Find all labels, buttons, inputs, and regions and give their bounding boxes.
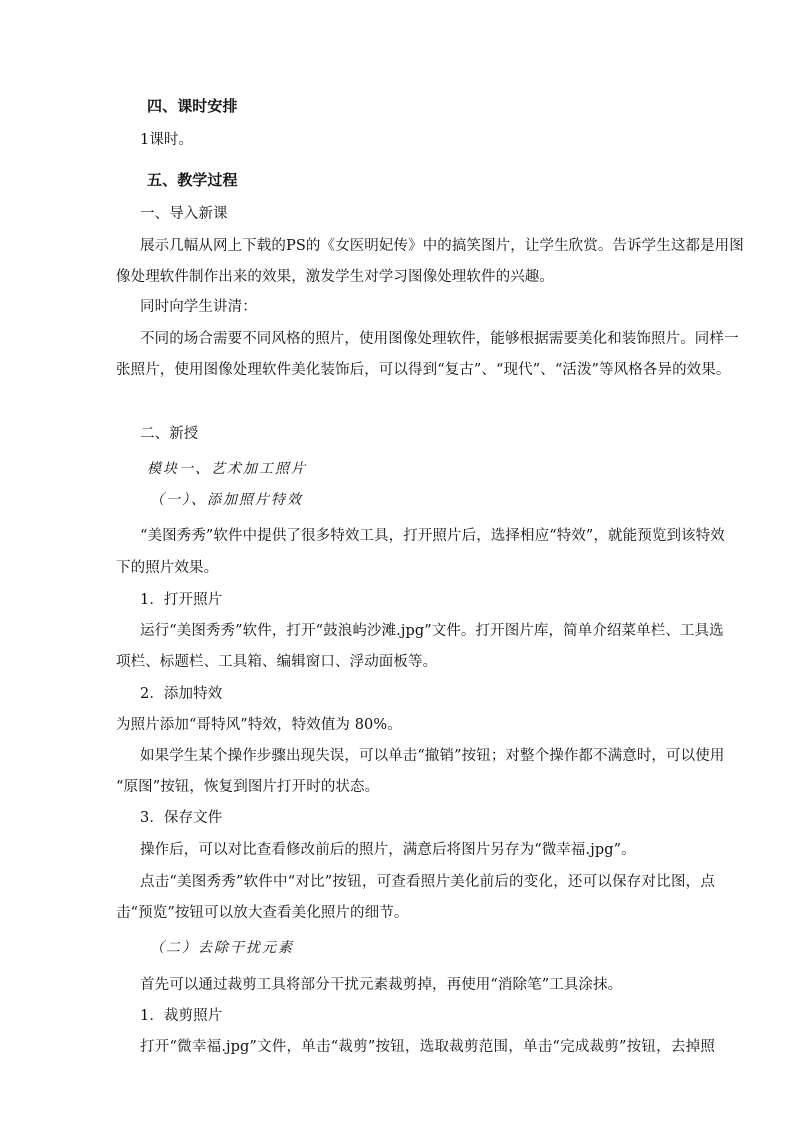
- paragraph: 像处理软件制作出来的效果，激发学生对学习图像处理软件的兴趣。: [116, 269, 554, 285]
- paragraph: 为照片添加“哥特风”特效，特效值为 80%。: [116, 717, 402, 733]
- paragraph: 击“预览”按钮可以放大查看美化照片的细节。: [116, 905, 409, 921]
- paragraph: 点击“美图秀秀”软件中“对比”按钮，可查看照片美化前后的变化，还可以保存对比图，点: [140, 874, 715, 890]
- subheading-intro: 一、导入新课: [140, 206, 228, 222]
- paragraph: 1课时。: [140, 132, 194, 148]
- paragraph: 展示几幅从网上下载的PS的《女医明妃传》中的搞笑图片，让学生欣赏。告诉学生这都是用图: [140, 238, 744, 254]
- paragraph: “原图”按钮，恢复到图片打开时的状态。: [116, 779, 380, 795]
- paragraph: 运行“美图秀秀”软件，打开“鼓浪屿沙滩.jpg”文件。打开图片库，简单介绍菜单栏、工具选: [140, 623, 724, 639]
- paragraph: 操作后，可以对比查看修改前后的照片，满意后将图片另存为“微幸福.jpg”。: [140, 842, 636, 858]
- heading-process: 五、教学过程: [147, 171, 238, 189]
- step-heading: 2．添加特效: [140, 686, 223, 702]
- section-title-effects: （一）、添加照片特效: [150, 492, 303, 508]
- subheading-new-lesson: 二、新授: [140, 426, 199, 442]
- paragraph: 首先可以通过裁剪工具将部分干扰元素裁剪掉，再使用“消除笔”工具涂抹。: [140, 977, 623, 993]
- step-heading: 1．裁剪照片: [140, 1008, 223, 1024]
- paragraph: “美图秀秀”软件中提供了很多特效工具，打开照片后，选择相应“特效”，就能预览到该特效: [140, 528, 725, 544]
- step-heading: 1．打开照片: [140, 592, 223, 608]
- paragraph: 下的照片效果。: [116, 560, 219, 576]
- paragraph: 项栏、标题栏、工具箱、编辑窗口、浮动面板等。: [116, 654, 438, 670]
- paragraph: 如果学生某个操作步骤出现失误，可以单击“撤销”按钮；对整个操作都不满意时，可以使用: [140, 748, 725, 764]
- paragraph: 张照片，使用图像处理软件美化装饰后，可以得到“复古”、“现代”、“活泼”等风格各异的效果。: [116, 362, 731, 378]
- paragraph: 打开“微幸福.jpg”文件，单击“裁剪”按钮，选取裁剪范围，单击“完成裁剪”按钮，去掉照: [140, 1039, 715, 1055]
- module-title: 模块一、艺术加工照片: [147, 461, 307, 477]
- heading-schedule: 四、课时安排: [147, 97, 238, 115]
- paragraph: 同时向学生讲清：: [140, 299, 257, 315]
- section-title-remove: （二）去除干扰元素: [150, 940, 294, 956]
- paragraph: 不同的场合需要不同风格的照片，使用图像处理软件，能够根据需要美化和装饰照片。同样一: [140, 331, 739, 347]
- step-heading: 3．保存文件: [140, 810, 223, 826]
